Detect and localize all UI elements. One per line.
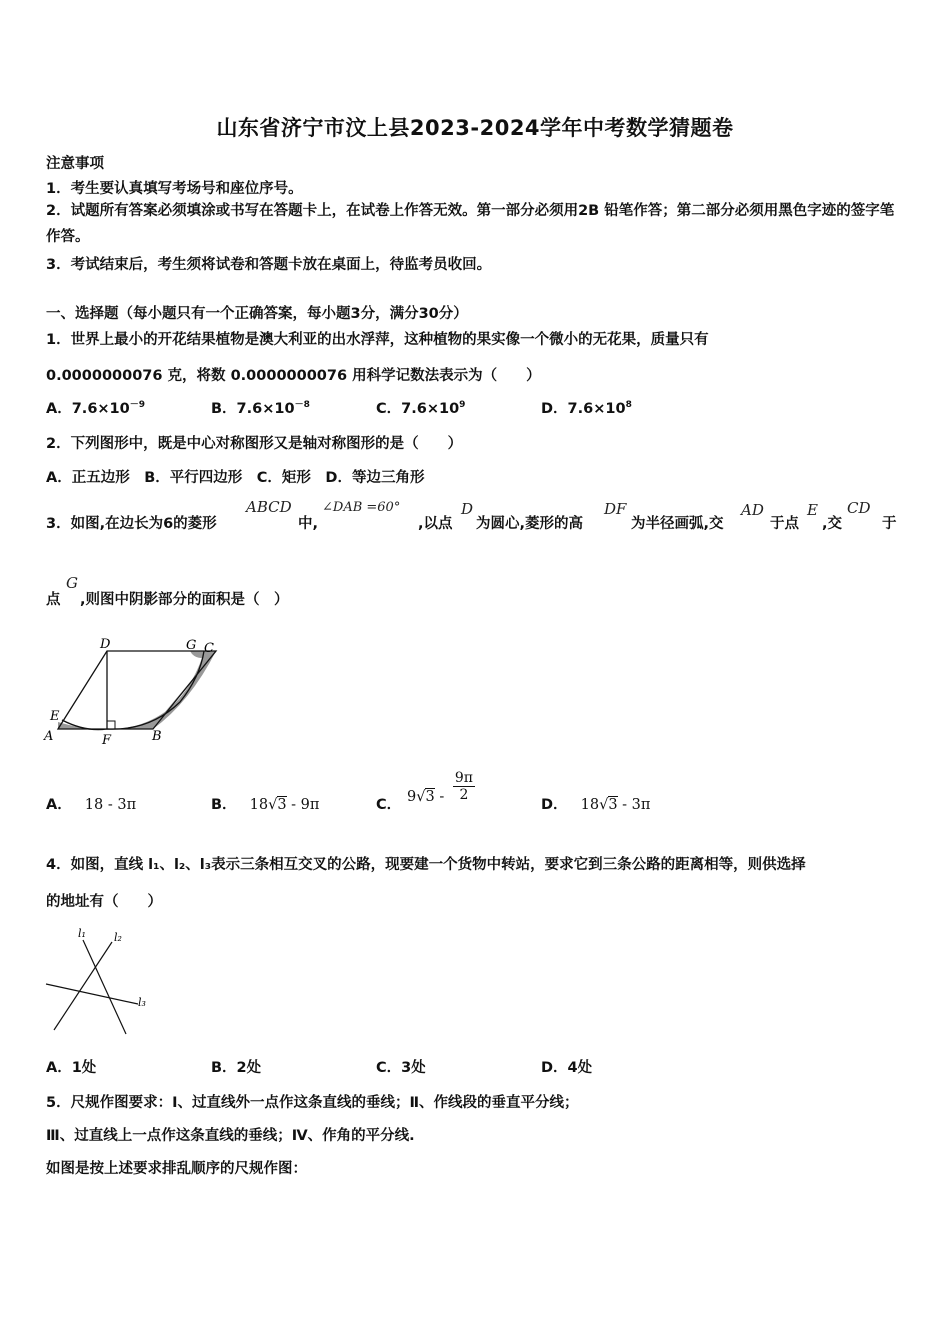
q3-option-d: D． 18√3 - 3π [541, 797, 651, 813]
label-c: C [204, 641, 214, 656]
label-l3: l₃ [138, 996, 146, 1009]
q4-option-d: D．4处 [541, 1060, 593, 1076]
q3-stem-part10: ,则图中阴影部分的面积是（ ） [80, 592, 289, 608]
q5-stem-line3: 如图是按上述要求排乱顺序的尺规作图： [46, 1161, 307, 1177]
label-a: A [44, 729, 54, 744]
q2-options: A．正五边形 B．平行四边形 C．矩形 D．等边三角形 [46, 470, 425, 486]
q1-option-a: A．$7.6\times 10^{-9}$ [46, 400, 146, 417]
notice-item-3: 3．考试结束后，考生须将试卷和答题卡放在桌面上，待监考员收回。 [46, 257, 492, 273]
q3-math-cd: CD [847, 499, 871, 517]
q4-option-a: A．1处 [46, 1060, 97, 1076]
q3-math-e: E [807, 501, 818, 519]
q1-option-b: B．$7.6\times 10^{-8}$ [211, 400, 310, 417]
q3-stem-part9: 点 [46, 592, 61, 608]
q4-option-c: C．3处 [376, 1060, 426, 1076]
q3-math-angle: ∠DAB =60° [322, 500, 401, 515]
q1-stem-line1: 1．世界上最小的开花结果植物是澳大利亚的出水浮萍，这种植物的果实像一个微小的无花果，质量只有 [46, 332, 709, 348]
q4-option-b: B．2处 [211, 1060, 262, 1076]
label-l2: l₂ [114, 931, 122, 944]
q3-stem-part3: ,以点 [418, 516, 453, 532]
label-f: F [102, 733, 112, 748]
page-title: 山东省济宁市汶上县2023-2024学年中考数学猜题卷 [216, 116, 734, 140]
q3-stem-part8: 于 [882, 516, 897, 532]
q3-stem-part4: 为圆心,菱形的高 [476, 516, 584, 532]
q3-math-ad: AD [741, 501, 764, 519]
label-d: D [100, 637, 111, 652]
q3-stem-part1: 3．如图,在边长为6的菱形 [46, 516, 217, 532]
notice-item-1: 1．考生要认真填写考场号和座位序号。 [46, 181, 303, 197]
q5-stem-line2: Ⅲ、过直线上一点作这条直线的垂线；Ⅳ、作角的平分线. [46, 1128, 415, 1144]
label-e: E [50, 709, 60, 724]
label-g: G [186, 638, 197, 653]
q4-stem-line2: 的地址有（ ） [46, 894, 162, 910]
q3-stem-part5: 为半径画弧,交 [631, 516, 724, 532]
q1-option-c: C．$7.6\times 10^9$ [376, 400, 466, 417]
q3-math-df: DF [604, 500, 627, 518]
q1-option-d: D．$7.6\times 10^8$ [541, 400, 632, 417]
label-b: B [152, 729, 162, 744]
q5-stem-line1: 5．尺规作图要求：Ⅰ、过直线外一点作这条直线的垂线；Ⅱ、作线段的垂直平分线； [46, 1095, 579, 1111]
notice-heading: 注意事项 [46, 156, 104, 172]
q3-stem-part7: ,交 [822, 516, 843, 532]
q3-math-abcd: ABCD [246, 498, 292, 516]
rhombus-figure [40, 632, 230, 750]
notice-item-2: 2．试题所有答案必须填涂或书写在答题卡上，在试卷上作答无效。第一部分必须用2B 铅笔作答；第二部分必须用黑色字迹的签字笔作答。 [46, 203, 895, 245]
q3-math-g: G [66, 574, 78, 592]
three-lines-figure [40, 922, 170, 1038]
q3-stem-part2: 中, [298, 516, 319, 532]
q3-option-b: B． 18√3 - 9π [211, 797, 320, 813]
q3-option-c-expr: 9√3 - $\frac{9\pi}{2}$ [407, 770, 473, 805]
q2-stem: 2．下列图形中，既是中心对称图形又是轴对称图形的是（ ） [46, 436, 463, 452]
q4-stem-line1: 4．如图，直线 l₁、l₂、l₃表示三条相互交叉的公路，现要建一个货物中转站，要求它到三条公路的距离相等，则供选择 [46, 857, 806, 873]
label-l1: l₁ [78, 927, 86, 940]
q3-math-d: D [461, 500, 474, 518]
q1-stem-line2: 0.0000000076 克，将数 0.0000000076 用科学记数法表示为（ ） [46, 368, 541, 384]
q3-option-a: A． 18 - 3π [46, 797, 137, 813]
section-heading: 一、选择题（每小题只有一个正确答案，每小题3分，满分30分） [46, 306, 468, 322]
q3-stem-part6: 于点 [770, 516, 799, 532]
q3-option-c: C． [376, 797, 402, 813]
